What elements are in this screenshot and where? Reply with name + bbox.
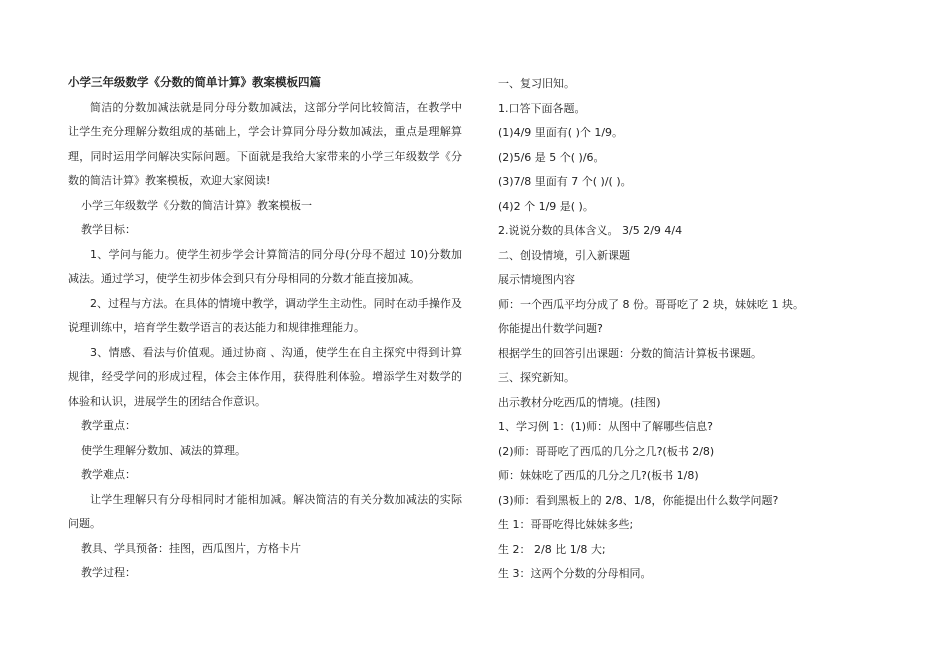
difficulty-heading: 教学难点：: [81, 468, 136, 481]
goals-heading: 教学目标：: [81, 223, 136, 236]
question-line: (2)5/6 是 5 个( )/6。: [498, 150, 605, 164]
document-title: 小学三年级数学《分数的简单计算》教案模板四篇: [68, 75, 321, 89]
text-line: (3)师：看到黑板上的 2/8、1/8，你能提出什么数学问题?: [498, 493, 779, 507]
intro-paragraph: 简洁的分数加减法就是同分母分数加减法，这部分学问比较简洁，在教学中让学生充分理解分数组成的基础上，学会计算同分母分数加减法，重点是理解算理，同时运用学问解决实际问题。下面就是我给大家带来的小学三年级数学《分数的简洁计算》教案模板，欢迎大家阅读!: [68, 100, 462, 187]
oral-questions-heading: 1.口答下面各题。: [498, 101, 586, 115]
text-line: 你能提出什数学问题?: [498, 322, 603, 335]
template-one-heading: 小学三年级数学《分数的简洁计算》教案模板一: [81, 198, 312, 212]
text-line: 展示情境图内容: [498, 273, 575, 286]
text-line: 师：一个西瓜平均分成了 8 份。哥哥吃了 2 块，妹妹吃 1 块。: [498, 297, 804, 311]
text-line: 1、学习例 1：(1)师：从图中了解哪些信息?: [498, 420, 713, 433]
student-answer-line: 生 3：这两个分数的分母相同。: [498, 567, 652, 580]
scenario-heading: 二、创设情境，引入新课题: [498, 248, 630, 262]
difficulty-paragraph: 让学生理解只有分母相同时才能相加减。解决简洁的有关分数加减法的实际问题。: [68, 492, 462, 530]
fraction-meaning-line: 2.说说分数的具体含义。 3/5 2/9 4/4: [498, 224, 683, 237]
key-points-heading: 教学重点：: [81, 419, 136, 432]
materials-line: 教具、学具预备：挂图，西瓜图片，方格卡片: [81, 541, 301, 555]
goal-2-paragraph: 2、过程与方法。在具体的情境中教学，调动学生主动性。同时在动手操作及说理训练中，培育学生数学语言的表达能力和规律推理能力。: [68, 296, 462, 334]
question-line: (1)4/9 里面有( )个 1/9。: [498, 126, 624, 139]
text-line: 出示教材分吃西瓜的情境。(挂图): [498, 395, 661, 409]
explore-heading: 三、探究新知。: [498, 371, 575, 384]
text-line: (2)师：哥哥吃了西瓜的几分之几?(板书 2/8): [498, 444, 715, 458]
text-line: 师：妹妹吃了西瓜的几分之几?(板书 1/8): [498, 469, 699, 482]
question-line: (3)7/8 里面有 7 个( )/( )。: [498, 175, 632, 188]
goal-1-paragraph: 1、学问与能力。使学生初步学会计算简洁的同分母(分母不超过 10)分数加减法。通过学习，使学生初步体会到只有分母相同的分数才能直接加减。: [68, 247, 462, 285]
process-heading: 教学过程：: [81, 566, 136, 579]
student-answer-line: 生 1：哥哥吃得比妹妹多些;: [498, 518, 634, 531]
key-points-text: 使学生理解分数加、减法的算理。: [81, 443, 246, 457]
text-line: 根据学生的回答引出课题：分数的简洁计算板书课题。: [498, 346, 762, 360]
review-heading: 一、复习旧知。: [498, 77, 575, 90]
question-line: (4)2 个 1/9 是( )。: [498, 199, 594, 213]
right-column: [498, 72, 918, 587]
goal-3-paragraph: 3、情感、看法与价值观。通过协商 、沟通，使学生在自主探究中得到计算规律，经受学问的形成过程，体会主体作用，获得胜利体验。增添学生对数学的体验和认识，进展学生的团结合作意识。: [68, 345, 462, 408]
left-column: [68, 70, 462, 586]
student-answer-line: 生 2： 2/8 比 1/8 大;: [498, 542, 606, 556]
